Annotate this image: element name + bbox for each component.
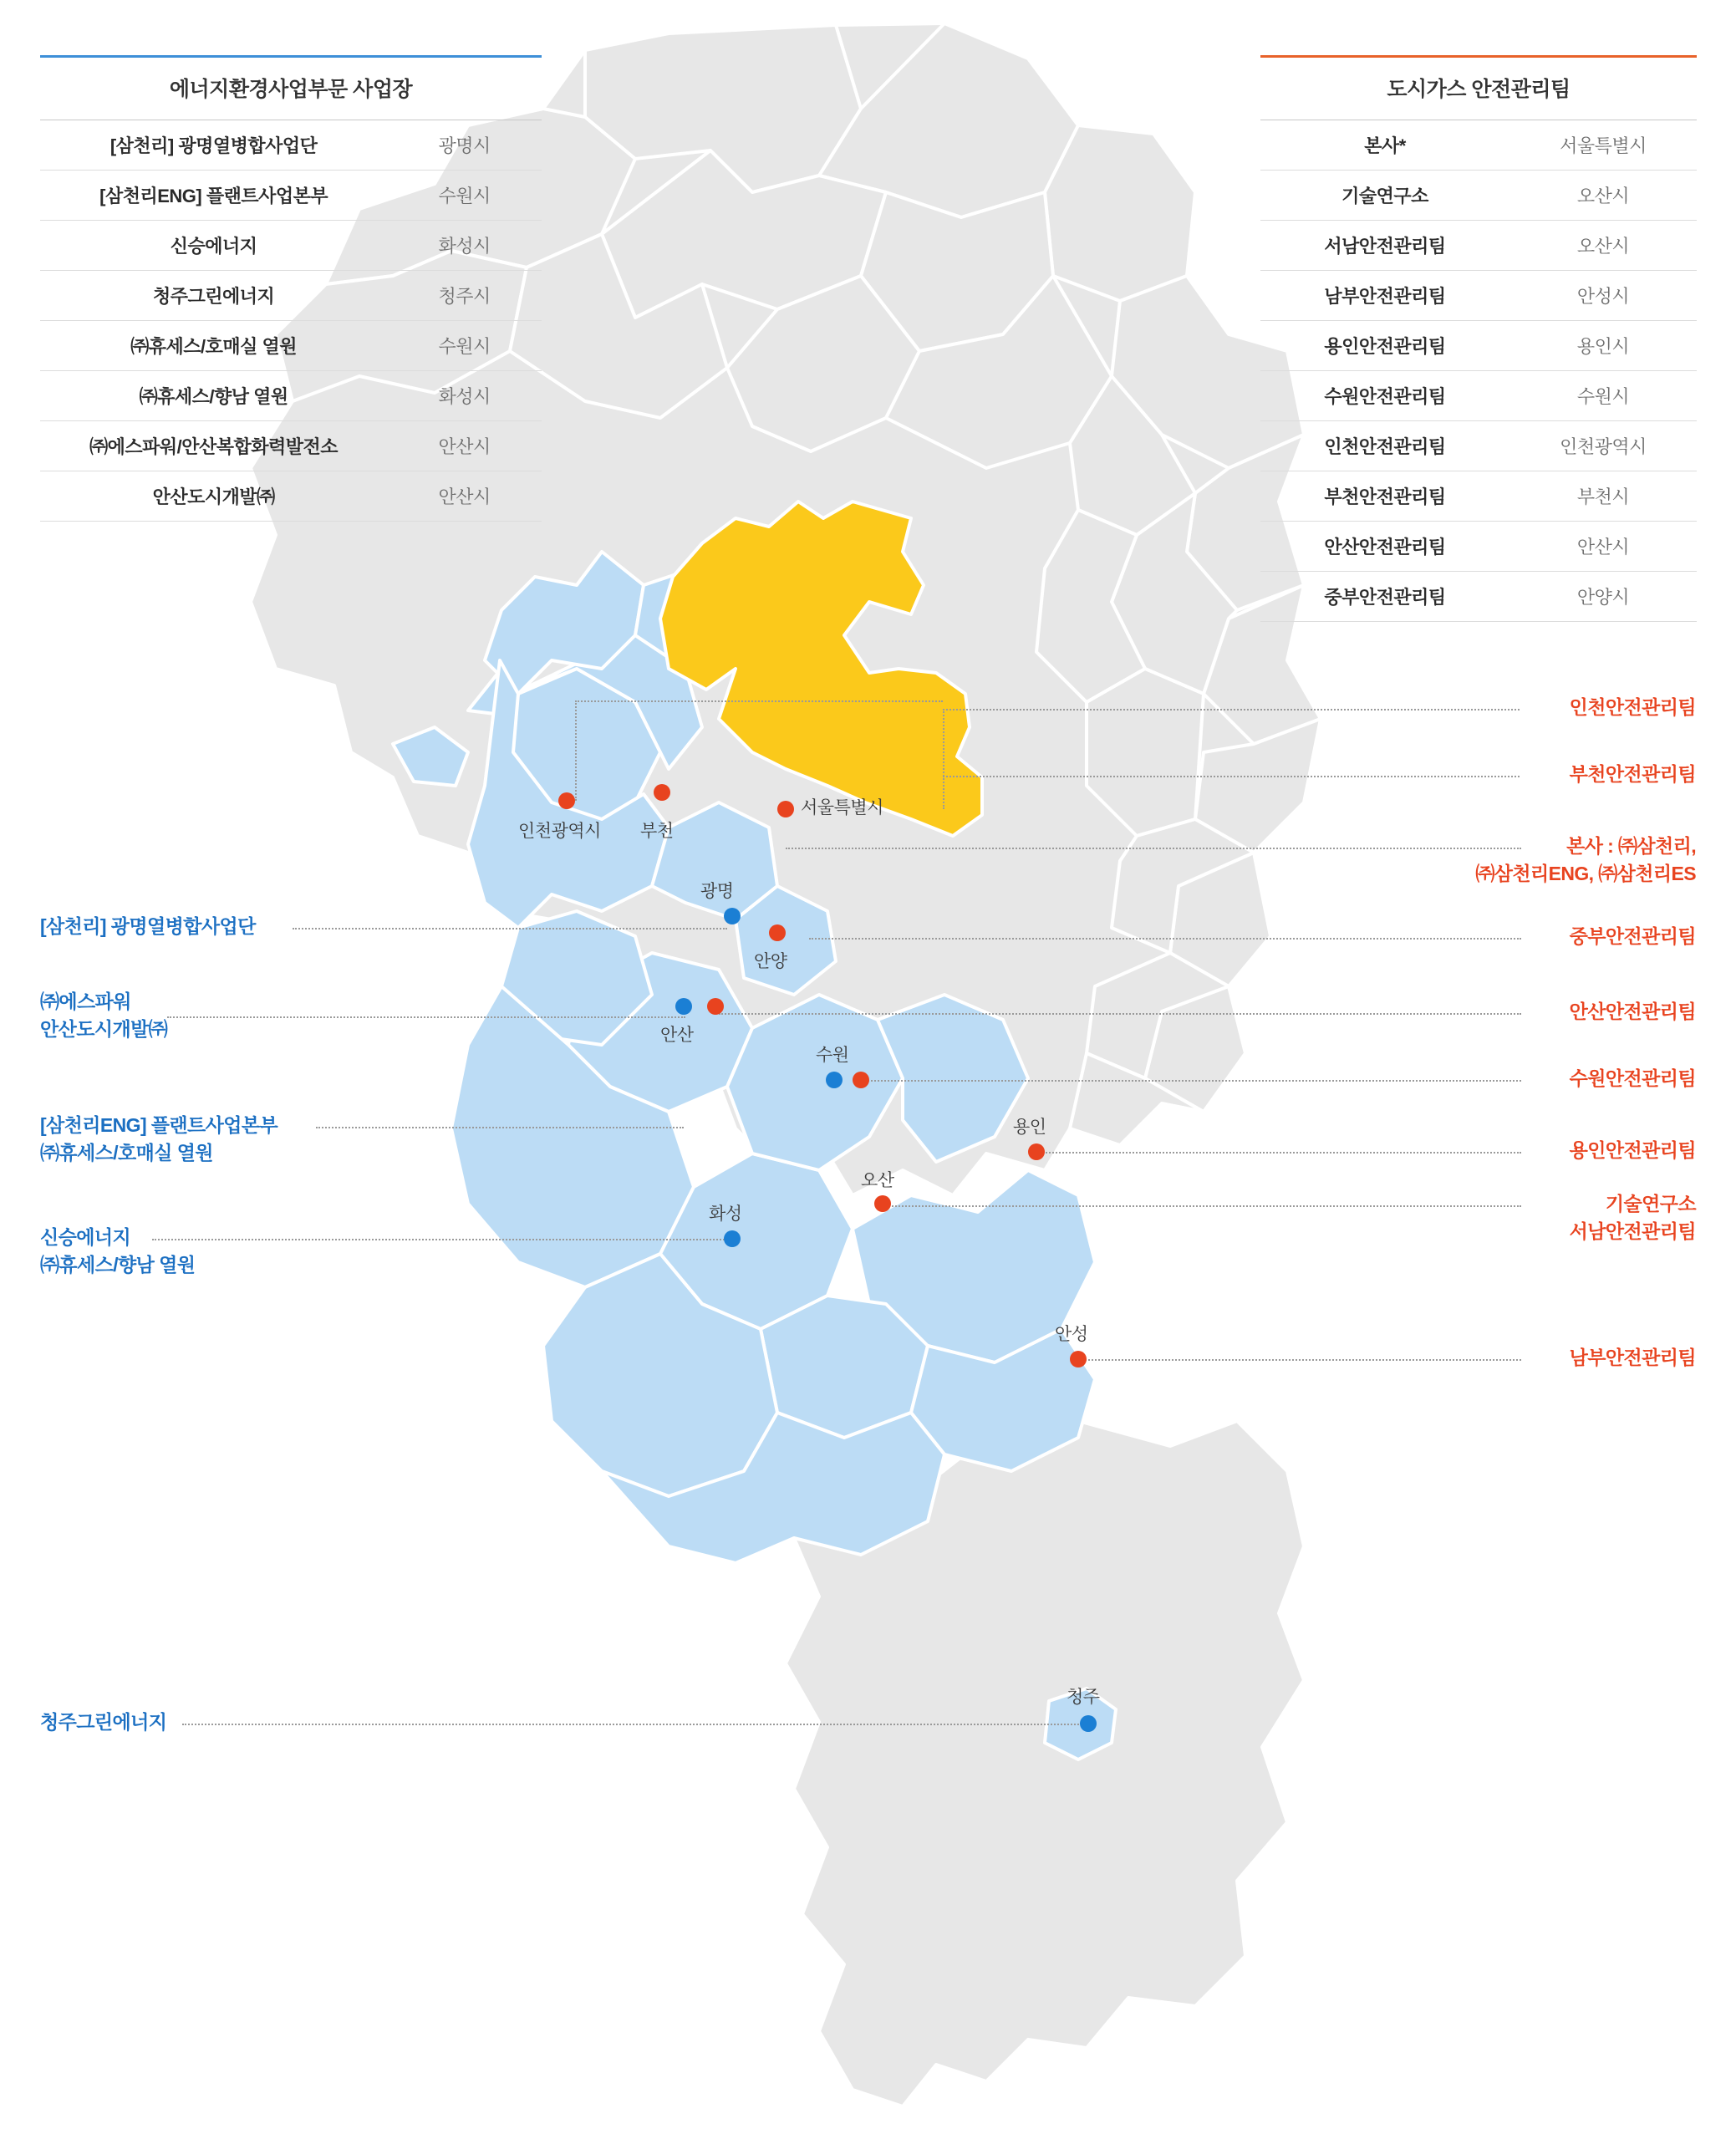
map-dot-seoul[interactable]	[777, 801, 794, 817]
callout-line: ㈜휴세스/호매실 열원	[40, 1142, 213, 1164]
callout-sinseung	[40, 1224, 195, 1280]
team-city: 부천시	[1509, 471, 1697, 522]
site-name: 청주그린에너지	[40, 271, 387, 321]
table-row	[40, 321, 542, 371]
map-dot-ansan-red[interactable]	[707, 998, 724, 1015]
callout-line: 부천안전관리팀	[1569, 763, 1696, 785]
leader-line-hq	[786, 848, 1521, 849]
team-city: 인천광역시	[1509, 421, 1697, 471]
leader-line-incheon-city	[575, 700, 943, 702]
callout-line: [삼천리] 광명열병합사업단	[40, 915, 256, 937]
table-row	[40, 421, 542, 471]
callout-yongin-team	[1570, 1137, 1696, 1164]
map-dot-gwangmyeong[interactable]	[724, 908, 741, 924]
team-name: 남부안전관리팀	[1260, 271, 1509, 321]
team-city: 오산시	[1509, 221, 1697, 271]
site-name: 신승에너지	[40, 221, 387, 271]
team-city: 안성시	[1509, 271, 1697, 321]
team-name: 서남안전관리팀	[1260, 221, 1509, 271]
team-name: 수원안전관리팀	[1260, 371, 1509, 421]
site-city: 화성시	[387, 371, 542, 421]
map-label-ansan: 안산	[660, 1026, 694, 1045]
leader-line-incheon	[943, 709, 1520, 710]
table-row	[1260, 522, 1697, 572]
leader-line-research	[886, 1205, 1521, 1207]
site-city: 안산시	[387, 471, 542, 522]
callout-line: [삼천리ENG] 플랜트사업본부	[40, 1114, 278, 1136]
site-name: [삼천리] 광명열병합사업단	[40, 120, 387, 171]
callout-line: ㈜휴세스/향남 열원	[40, 1254, 196, 1276]
callout-research-seonam	[1570, 1190, 1696, 1246]
site-name: 안산도시개발㈜	[40, 471, 387, 522]
callout-line: ㈜에스파워	[40, 991, 131, 1012]
table-row	[1260, 321, 1697, 371]
map-label-hwaseong: 화성	[709, 1204, 742, 1224]
team-name: 안산안전관리팀	[1260, 522, 1509, 572]
callout-line: 중부안전관리팀	[1569, 925, 1696, 947]
team-city: 서울특별시	[1509, 120, 1697, 171]
callout-line: 안산안전관리팀	[1569, 1001, 1696, 1022]
table-row	[40, 221, 542, 271]
table-title-row	[40, 57, 542, 120]
table-row	[1260, 120, 1697, 171]
leader-drop-incheon-city	[575, 700, 577, 801]
site-city: 수원시	[387, 171, 542, 221]
map-dot-suwon-red[interactable]	[853, 1072, 869, 1088]
leader-line-gwangmyeong	[293, 928, 727, 929]
table-row	[1260, 271, 1697, 321]
map-label-seoul: 서울특별시	[801, 798, 883, 817]
leader-drop-incheon	[943, 709, 944, 809]
leader-line-jungbu	[809, 938, 1521, 940]
table-row	[1260, 221, 1697, 271]
callout-line: 수원안전관리팀	[1569, 1067, 1696, 1089]
callout-line: 용인안전관리팀	[1569, 1139, 1696, 1161]
callout-suwon-team	[1570, 1065, 1696, 1092]
site-city: 청주시	[387, 271, 542, 321]
callout-line: 남부안전관리팀	[1569, 1347, 1696, 1368]
map-dot-cheongju[interactable]	[1080, 1715, 1097, 1732]
team-city: 수원시	[1509, 371, 1697, 421]
leader-line-suwon	[861, 1080, 1521, 1082]
callout-line: 서남안전관리팀	[1569, 1220, 1696, 1243]
site-name: [삼천리ENG] 플랜트사업본부	[40, 171, 387, 221]
map-label-osan: 오산	[861, 1171, 894, 1190]
team-city: 안양시	[1509, 572, 1697, 622]
map-dot-suwon-blue[interactable]	[826, 1072, 843, 1088]
map-label-anyang: 안양	[754, 952, 787, 971]
callout-line: ㈜삼천리ENG, ㈜삼천리ES	[1475, 863, 1696, 885]
map-label-bucheon: 부천	[640, 822, 674, 841]
callout-line: 본사 : ㈜삼천리,	[1566, 835, 1696, 857]
callout-eng-plant	[40, 1112, 277, 1168]
leader-line-nambu	[1078, 1359, 1521, 1361]
table-row	[1260, 371, 1697, 421]
energy-business-table	[40, 55, 542, 522]
map-label-yongin: 용인	[1013, 1118, 1046, 1137]
leader-line-ansan	[719, 1013, 1521, 1015]
table-row	[1260, 171, 1697, 221]
table-row	[40, 120, 542, 171]
team-name: 용인안전관리팀	[1260, 321, 1509, 371]
team-name: 중부안전관리팀	[1260, 572, 1509, 622]
callout-line: 인천안전관리팀	[1569, 696, 1696, 718]
callout-incheon-team	[1570, 694, 1696, 721]
energy-table-title: 에너지환경사업부문 사업장	[40, 57, 542, 120]
leader-line-sinseung	[152, 1239, 737, 1240]
gas-safety-team-table	[1260, 55, 1697, 622]
map-label-gwangmyeong: 광명	[700, 882, 734, 901]
team-city: 안산시	[1509, 522, 1697, 572]
leader-line-cheongju	[182, 1724, 1085, 1725]
team-name: 본사*	[1260, 120, 1509, 171]
map-dot-bucheon[interactable]	[654, 784, 670, 801]
callout-gwangmyeong-chp	[40, 913, 256, 940]
site-name: ㈜에스파워/안산복합화력발전소	[40, 421, 387, 471]
map-dot-incheon[interactable]	[558, 792, 575, 809]
site-name: ㈜휴세스/호매실 열원	[40, 321, 387, 371]
site-city: 화성시	[387, 221, 542, 271]
table-title-row	[1260, 57, 1697, 120]
site-name: ㈜휴세스/향남 열원	[40, 371, 387, 421]
team-name: 기술연구소	[1260, 171, 1509, 221]
leader-line-eng-plant	[316, 1127, 684, 1128]
table-row	[1260, 421, 1697, 471]
callout-line: 기술연구소	[1605, 1193, 1696, 1215]
callout-line: 신승에너지	[40, 1226, 131, 1248]
leader-line-yongin	[1036, 1152, 1521, 1154]
callout-line: 청주그린에너지	[40, 1711, 167, 1733]
table-row	[40, 371, 542, 421]
leader-line-bucheon	[943, 776, 1520, 777]
callout-line: 안산도시개발㈜	[40, 1018, 168, 1041]
map-dot-hwaseong[interactable]	[724, 1230, 741, 1247]
gas-table-title: 도시가스 안전관리팀	[1260, 57, 1697, 120]
map-dot-ansan-blue[interactable]	[675, 998, 692, 1015]
map-dot-osan[interactable]	[874, 1195, 891, 1212]
callout-nambu-team	[1570, 1344, 1696, 1372]
map-label-incheon: 인천광역시	[518, 822, 601, 841]
map-label-cheongju: 청주	[1067, 1688, 1100, 1707]
table-row	[1260, 471, 1697, 522]
leader-line-spower	[167, 1016, 685, 1018]
callout-bucheon-team	[1570, 761, 1696, 788]
team-name: 인천안전관리팀	[1260, 421, 1509, 471]
map-label-anseong: 안성	[1055, 1325, 1088, 1344]
callout-headquarters	[1475, 833, 1696, 889]
team-city: 용인시	[1509, 321, 1697, 371]
table-row	[1260, 572, 1697, 622]
site-city: 수원시	[387, 321, 542, 371]
map-dot-yongin[interactable]	[1028, 1143, 1045, 1160]
table-row	[40, 271, 542, 321]
callout-cheongju-green	[40, 1709, 166, 1736]
map-dot-anseong[interactable]	[1070, 1351, 1087, 1367]
site-city: 안산시	[387, 421, 542, 471]
team-city: 오산시	[1509, 171, 1697, 221]
callout-spower-ansan	[40, 988, 167, 1044]
callout-jungbu-team	[1570, 923, 1696, 950]
team-name: 부천안전관리팀	[1260, 471, 1509, 522]
table-row	[40, 171, 542, 221]
table-row	[40, 471, 542, 522]
map-label-suwon: 수원	[816, 1046, 849, 1065]
callout-ansan-team	[1570, 998, 1696, 1026]
site-city: 광명시	[387, 120, 542, 171]
map-dot-anyang[interactable]	[769, 924, 786, 941]
